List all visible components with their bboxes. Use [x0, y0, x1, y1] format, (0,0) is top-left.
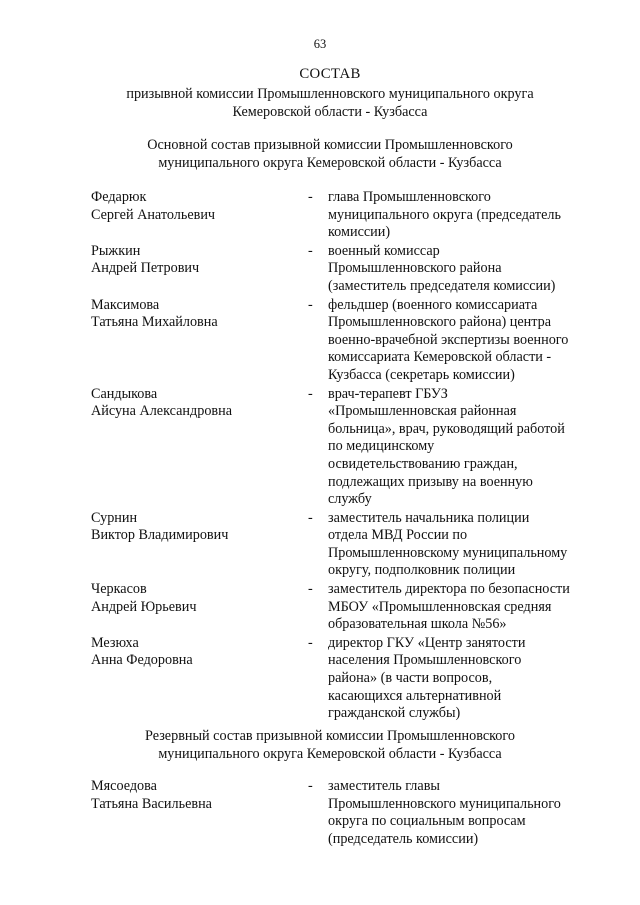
member-role: директор ГКУ «Центр занятости населения Промышленновского района» (в части вопросов, касающихся альтернативной гражданской службы) — [328, 634, 526, 722]
member-name: Мясоедова Татьяна Васильевна — [91, 778, 212, 812]
member-name: Сандыкова Айсуна Александровна — [91, 385, 232, 420]
member-role: врач-терапевт ГБУЗ «Промышленновская районная больница», врач, руководящий работой по медицинскому освидетельствованию граждан, подлежащих призыву на военную службу — [328, 385, 565, 508]
document-title: СОСТАВ — [299, 66, 361, 82]
main-section-heading: Основной состав призывной комиссии Промышленновского муниципального округа Кемеровской области - Кузбасса — [147, 137, 513, 171]
member-dash: - — [308, 385, 313, 402]
member-role: военный комиссар Промышленновского района (заместитель председателя комиссии) — [328, 242, 556, 294]
member-name: Мезюха Анна Федоровна — [91, 634, 193, 669]
document-subtitle: призывной комиссии Промышленновского муниципального округа Кемеровской области - Кузбасса — [126, 86, 534, 120]
member-entry — [0, 189, 640, 242]
member-role: заместитель главы Промышленновского муниципального округа по социальным вопросам (председатель комиссии) — [328, 778, 561, 847]
member-name: Черкасов Андрей Юрьевич — [91, 581, 197, 615]
member-dash: - — [308, 581, 313, 598]
member-name: Рыжкин Андрей Петрович — [91, 242, 200, 277]
reserve-section-heading: Резервный состав призывной комиссии Промышленновского муниципального округа Кемеровской области - Кузбасса — [145, 728, 515, 762]
member-dash: - — [308, 189, 313, 205]
member-entry — [0, 510, 640, 580]
member-role: заместитель директора по безопасности МБОУ «Промышленновская средняя образовательная школа №56» — [328, 581, 570, 633]
main-members-list — [0, 189, 640, 724]
page-number: 63 — [313, 37, 327, 51]
member-entry — [0, 581, 640, 634]
member-dash: - — [308, 296, 313, 313]
member-name: Сурнин Виктор Владимирович — [91, 509, 229, 544]
member-role: фельдшер (военного комиссариата Промышленновского района) центра военно-врачебной экспертизы военного комиссариата Кемеровской области - Кузбасса (секретарь комиссии) — [328, 296, 569, 383]
member-entry — [0, 635, 640, 723]
member-name: Максимова Татьяна Михайловна — [91, 296, 218, 331]
member-role: глава Промышленновского муниципального округа (председатель комиссии) — [328, 189, 561, 241]
member-dash: - — [308, 242, 313, 259]
member-entry — [0, 778, 640, 848]
member-dash: - — [308, 634, 313, 651]
reserve-members-list — [0, 778, 640, 849]
member-dash: - — [308, 778, 313, 794]
member-entry — [0, 243, 640, 296]
member-entry — [0, 386, 640, 509]
member-entry — [0, 297, 640, 385]
member-name: Федарюк Сергей Анатольевич — [91, 189, 216, 223]
member-dash: - — [308, 509, 313, 526]
member-role: заместитель начальника полиции отдела МВД России по Промышленновскому муниципальному округу, подполковник полиции — [328, 509, 568, 579]
